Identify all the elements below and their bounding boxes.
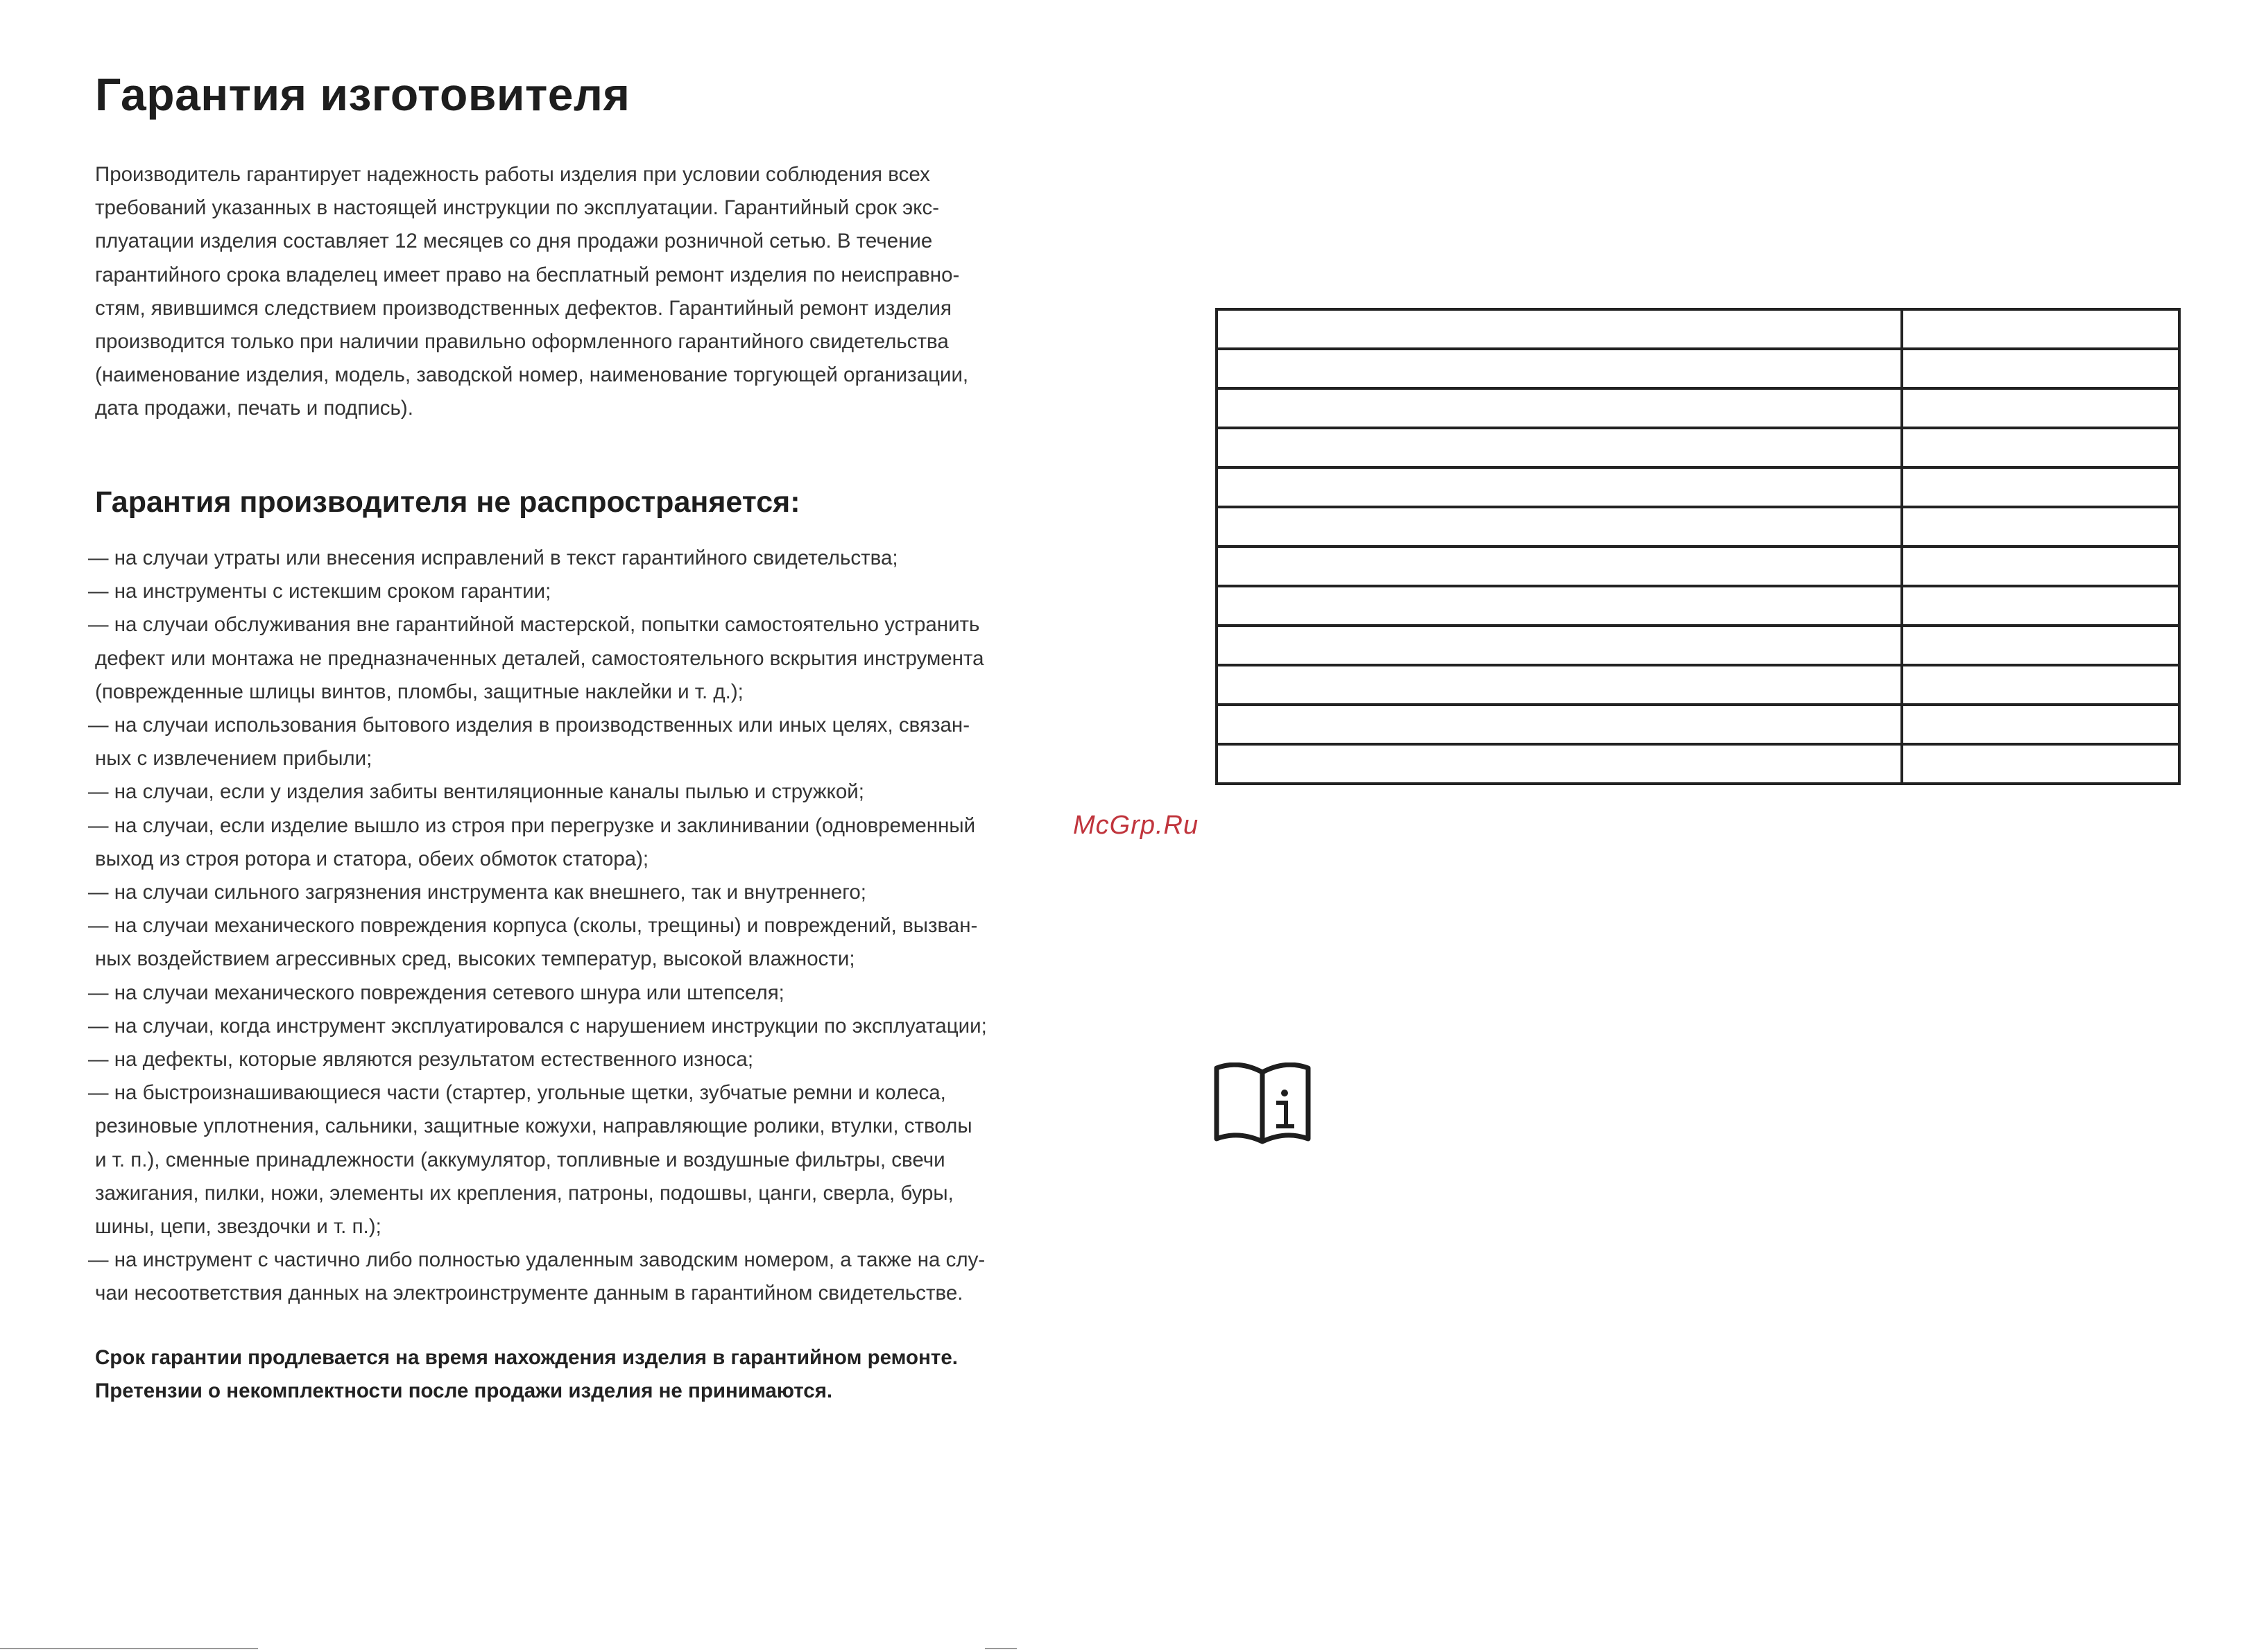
record-table-row [1217,388,2179,428]
exclusion-line: выход из строя ротора и статора, обеих обмоток статора); [95,847,649,870]
watermark: McGrp.Ru [1073,811,1199,840]
record-table-cell [1217,428,1902,467]
record-table-cell [1902,309,2179,349]
exclusion-line: чаи несоответствия данных на электроинструменте данным в гарантийном свидетельстве. [95,1282,963,1305]
exclusion-item [88,1076,1087,1244]
intro-line: дата продажи, печать и подпись). [95,397,413,420]
exclusion-line: — на быстроизнашивающиеся части (стартер, угольные щетки, зубчатые ремни и колеса, [88,1081,946,1105]
exclusion-item [88,976,1087,1010]
intro-line: плуатации изделия составляет 12 месяцев со дня продажи розничной сетью. В течение [95,230,933,253]
intro-line: требований указанных в настоящей инструкции по эксплуатации. Гарантийный срок экс- [95,196,940,220]
record-table-row [1217,309,2179,349]
closing-notes [95,1341,958,1408]
footer-rule [0,1648,258,1649]
exclusion-line: — на случаи механического повреждения корпуса (сколы, трещины) и повреждений, вызван- [88,914,978,938]
exclusion-line: резиновые уплотнения, сальники, защитные кожухи, направляющие ролики, втулки, стволы [95,1115,972,1138]
exclusion-line: — на случаи сильного загрязнения инструмента как внешнего, так и внутреннего; [88,881,866,904]
record-table-cell [1217,349,1902,388]
record-table-cell [1217,626,1902,665]
record-table-cell [1902,349,2179,388]
record-table-cell [1902,744,2179,784]
exclusion-line: — на случаи обслуживания вне гарантийной мастерской, попытки самостоятельно устранить [88,613,980,637]
exclusion-item [88,1010,1087,1043]
record-table-cell [1902,467,2179,507]
exclusion-item [88,809,1087,876]
intro-line: производится только при наличии правильно оформленного гарантийного свидетельства [95,330,949,354]
exclusion-line: — на случаи, если у изделия забиты вентиляционные каналы пылью и стружкой; [88,780,864,804]
intro-line: гарантийного срока владелец имеет право на бесплатный ремонт изделия по неисправно- [95,263,960,286]
record-table-cell [1217,705,1902,744]
record-table-cell [1902,428,2179,467]
exclusion-line: (поврежденные шлицы винтов, пломбы, защитные наклейки и т. д.); [95,680,744,703]
exclusion-item [88,1244,1087,1310]
record-table-row [1217,349,2179,388]
record-table-cell [1902,665,2179,705]
record-table-cell [1217,744,1902,784]
record-table-row [1217,547,2179,586]
closing-line: Претензии о некомплектности после продажи изделия не принимаются. [95,1379,833,1403]
exclusion-line: — на случаи утраты или внесения исправлений в текст гарантийного свидетельства; [88,547,898,569]
exclusion-item [88,775,1087,809]
exclusion-line: — на инструмент с частично либо полностью удаленным заводским номером, а также на слу- [88,1248,986,1272]
exclusion-item [88,709,1087,775]
exclusion-line: — на случаи механического повреждения сетевого шнура или штепселя; [88,981,784,1004]
exclusion-line: — на инструменты с истекшим сроком гарантии; [88,580,551,603]
record-table-cell [1217,547,1902,586]
page-title: Гарантия изготовителя [95,69,630,120]
record-table-cell [1217,665,1902,705]
exclusion-item [88,1043,1087,1076]
record-table-cell [1902,626,2179,665]
record-table-cell [1217,586,1902,626]
exclusion-line: — на случаи, когда инструмент эксплуатировался с нарушением инструкции по эксплуатации; [88,1014,987,1038]
exclusion-line: ных воздействием агрессивных сред, высоких температур, высокой влажности; [95,947,855,971]
exclusion-item [88,542,1087,575]
exclusion-item [88,876,1087,909]
record-table-cell [1902,705,2179,744]
record-table-cell [1217,388,1902,428]
record-table-cell [1217,467,1902,507]
record-table-row [1217,586,2179,626]
record-table-row [1217,626,2179,665]
intro-line: (наименование изделия, модель, заводской номер, наименование торгующей организации, [95,363,969,387]
intro-line: Производитель гарантирует надежность работы изделия при условии соблюдения всех [95,163,930,186]
exclusion-line: — на случаи использования бытового изделия в производственных или иных целях, связан- [88,714,970,737]
exclusion-item [88,909,1087,976]
warranty-record-table [1215,308,2181,785]
record-table-body [1217,309,2179,784]
exclusion-line: ных с извлечением прибыли; [95,747,372,771]
record-table-row [1217,467,2179,507]
exclusion-line: — на случаи, если изделие вышло из строя при перегрузке и заклинивании (одновременный [88,814,976,837]
exclusion-item [88,608,1087,709]
record-table-cell [1902,547,2179,586]
closing-line: Срок гарантии продлевается на время нахождения изделия в гарантийном ремонте. [95,1346,958,1369]
record-table-cell [1217,309,1902,349]
record-table-row [1217,744,2179,784]
exclusion-line: — на дефекты, которые являются результатом естественного износа; [88,1048,754,1072]
intro-line: стям, явившимся следствием производственных дефектов. Гарантийный ремонт изделия [95,296,952,320]
exclusion-line: зажигания, пилки, ножи, элементы их крепления, патроны, подошвы, цанги, сверла, буры, [95,1181,954,1205]
info-manual-book-icon [1212,1062,1312,1147]
exclusion-line: шины, цепи, звездочки и т. п.); [95,1215,381,1239]
record-table-row [1217,705,2179,744]
exclusions-heading: Гарантия производителя не распространяется: [95,485,800,519]
record-table-cell [1217,507,1902,547]
exclusion-line: и т. п.), сменные принадлежности (аккумулятор, топливные и воздушные фильтры, свечи [95,1148,945,1171]
warranty-intro [95,158,1080,426]
footer-rule [985,1648,1017,1649]
record-table-row [1217,507,2179,547]
record-table-row [1217,428,2179,467]
record-table-cell [1902,507,2179,547]
record-table-cell [1902,586,2179,626]
exclusion-item [88,575,1087,608]
exclusion-line: дефект или монтажа не предназначенных деталей, самостоятельного вскрытия инструмента [95,646,984,670]
exclusions-list [88,542,1087,1311]
record-table-cell [1902,388,2179,428]
record-table-row [1217,665,2179,705]
